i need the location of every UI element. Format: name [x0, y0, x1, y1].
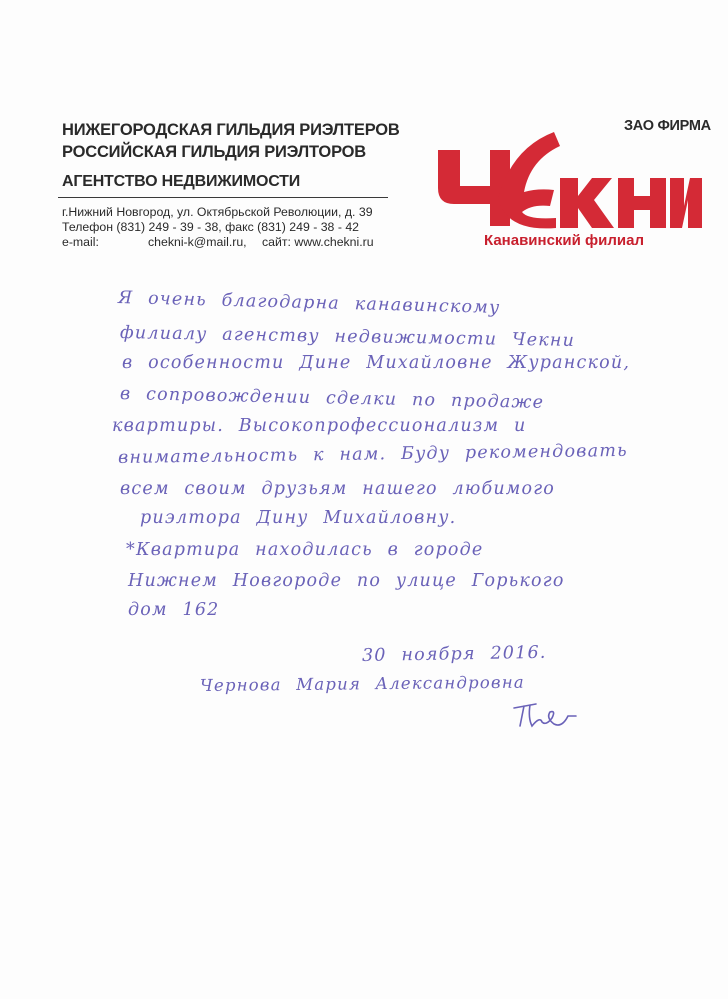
- email-row: [62, 235, 402, 250]
- letter-line-2: филиалу агенству недвижимости Чекни: [119, 323, 576, 351]
- letter-line-11: дом 162: [128, 600, 220, 620]
- letter-line-10: Нижнем Новгороде по улице Горького: [128, 571, 565, 591]
- letterhead-organizations: [62, 119, 442, 163]
- email-address: chekni-k@mail.ru,: [148, 235, 247, 249]
- letter-line-7: всем своим друзьям нашего любимого: [120, 479, 556, 499]
- chekni-logo: [432, 128, 702, 230]
- website: сайт: www.chekni.ru: [262, 235, 374, 249]
- email-label: e-mail:: [62, 235, 99, 249]
- letterhead-contacts: [62, 205, 402, 250]
- letter-line-6: внимательность к нам. Буду рекомендовать: [117, 440, 628, 468]
- org-line-1: НИЖЕГОРОДСКАЯ ГИЛЬДИЯ РИЭЛТЕРОВ: [62, 121, 400, 139]
- letter-line-8: риэлтора Дину Михайловну.: [140, 508, 457, 528]
- letterhead-divider: [58, 197, 388, 198]
- letter-line-9: *Квартира находилась в городе: [126, 540, 484, 560]
- letter-line-3: в особенности Дине Михайловне Журанской,: [122, 353, 631, 373]
- letter-date: 30 ноября 2016.: [361, 642, 547, 666]
- org-line-2: РОССИЙСКАЯ ГИЛЬДИЯ РИЭЛТОРОВ: [62, 143, 367, 161]
- letter-author: Чернова Мария Александровна: [199, 672, 525, 695]
- phone-fax: Телефон (831) 249 - 39 - 38, факс (831) 249 - 38 - 42: [62, 220, 360, 234]
- address: г.Нижний Новгород, ул. Октябрьской Революции, д. 39: [62, 205, 373, 219]
- agency-title: АГЕНТСТВО НЕДВИЖИМОСТИ: [62, 173, 301, 190]
- company-type: ЗАО ФИРМА: [624, 118, 711, 134]
- letter-line-5: квартиры. Высокопрофессионализм и: [112, 416, 527, 436]
- signature: [506, 696, 586, 732]
- letter-line-1: Я очень благодарна канавинскому: [117, 288, 501, 319]
- branch-name: Канавинский филиал: [484, 232, 645, 249]
- letter-line-4: в сопровождении сделки по продаже: [119, 384, 545, 413]
